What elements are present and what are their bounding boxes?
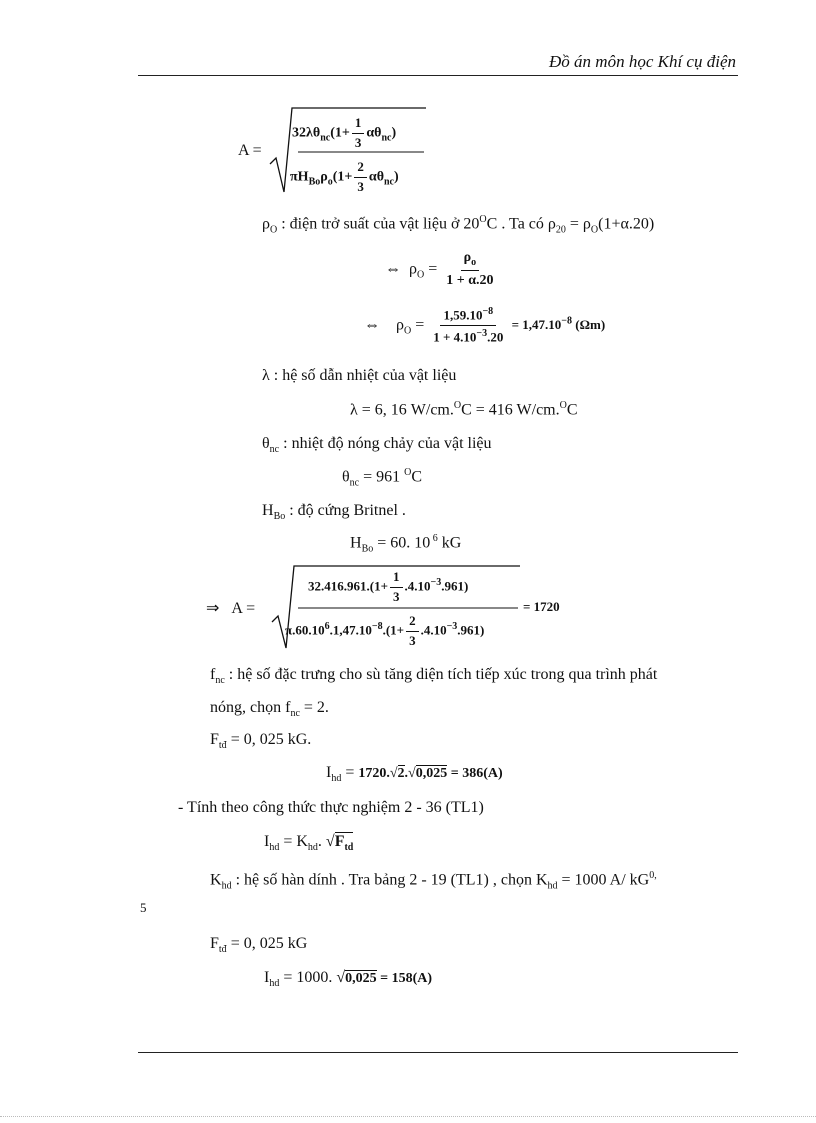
ihd-result-1: $I_{hd} = 1720.√2.√0,025 = 386(A)$ (326, 764, 503, 785)
method2-heading: - Tính theo công thức thực nghiệm 2 - 36 (TL1) (178, 799, 484, 816)
rho-definition: $\rho_O$ : điện trở suất của vật liệu ở $20^OC$ . Ta có $\rho_{20} = \rho_O(1+\alpha.20)$ (262, 214, 655, 236)
theta-value: $\theta_{nc} = 961$ $^O$C (342, 467, 423, 489)
formula-a-lhs: A = (238, 142, 262, 159)
rho-equation-2: ⇔ $\rho_O$ = $\frac{1,59.10^{-8}}{1 + 4.10^{-3}.20}$ = $1,47.10^{-8}$ (Ωm) (364, 306, 606, 345)
theta-definition: $\theta_{nc}$ : nhiệt độ nóng chảy của vật liệu (262, 435, 492, 456)
ihd-formula: $I_{hd} = K_{hd}$. $√F_{td}$ (264, 833, 354, 854)
page-header-title: Đồ án môn học Khí cụ điện (549, 52, 736, 71)
rho-equation-1: ⇔ $\rho_O$ = $\frac{\rho_o}{1 + \alpha.20}$ (385, 250, 494, 289)
hbo-definition: $H_{Bo}$ : độ cứng Britnel . (262, 502, 406, 523)
ihd-result-2: $I_{hd} = 1000$. √0,025 = 158(A) (264, 969, 433, 990)
formula-a2-result: = 1720 (523, 599, 560, 614)
fnc-definition: $f_{nc}$ : hệ số đặc trưng cho sù tăng diện tích tiếp xúc trong qua trình phát (210, 666, 658, 687)
formula-a2-numerator: 32.416.961.(1+ $\frac{1}{3}$ $.4.10^{-3}.961$) (308, 569, 469, 604)
formula-a-denominator: $\pi H_{Bo}\rho_o(1+$ $\frac{2}{3}$ $\alpha\theta_{nc}$) (290, 159, 399, 194)
ftd-value-2: $F_{tđ} = 0$, 025 kG (210, 935, 308, 956)
formula-a-numerator: $32\lambda\theta_{nc}(1+$ $\frac{1}{3}$ $\alpha\theta_{nc}$) (292, 115, 397, 150)
ftd-value-1: $F_{tđ} = 0$, 025 kG. (210, 731, 312, 752)
formula-a2-denominator: $\pi.60.10^6.1,47.10^{-8}.(1+$ $\frac{2}{3}$ $.4.10^{-3}.961$) (285, 613, 485, 648)
lambda-value: λ = 6, 16 W/cm.$^O$C = 416 W/cm.$^O$C (350, 400, 578, 419)
lambda-definition: λ : hệ số dẫn nhiệt của vật liệu (262, 367, 457, 384)
footer-rule (138, 1052, 738, 1053)
khd-definition-wrap: 5 (140, 900, 147, 915)
formula-a2-lhs: ⇒ A = (206, 600, 256, 617)
hbo-value: $H_{Bo} = 60$. 10 $^6$ kG (350, 533, 462, 555)
header-rule (138, 75, 738, 76)
fnc-definition-line2: nóng, chọn $f_{nc} = 2$. (210, 699, 329, 720)
page-edge (0, 1116, 816, 1117)
khd-definition: $K_{hd}$ : hệ số hàn dính . Tra bảng 2 - 19 (TL1) , chọn $K_{hd} = 1000$ A/ $kG^{0,}$ (210, 870, 657, 892)
